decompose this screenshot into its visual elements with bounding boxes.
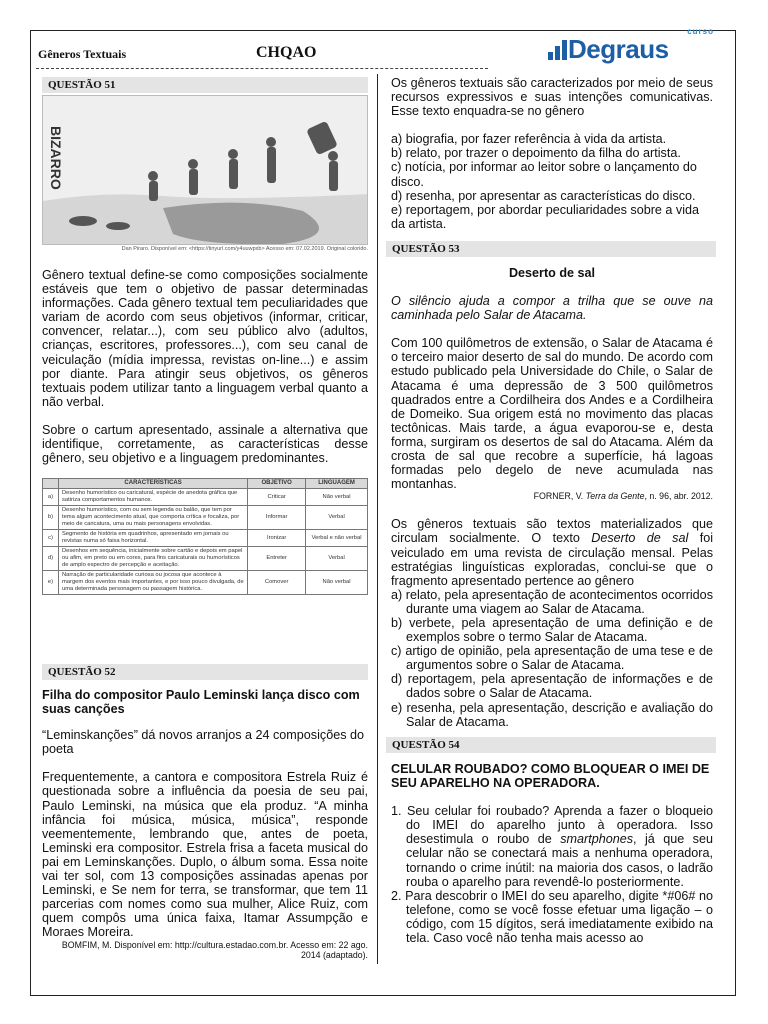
q52-option-d[interactable]: d) resenha, por apresentar as características do disco.	[391, 188, 696, 203]
table-cell: Segmento de história em quadrinhos, apresentado em jornais ou revistas numa só faixa horizontal.	[58, 530, 247, 547]
table-cell: d)	[43, 547, 59, 571]
q52-option-c[interactable]: c) notícia, por informar ao leitor sobre o lançamento do disco.	[391, 160, 697, 189]
q51-text	[42, 268, 368, 465]
q52-option-a[interactable]: a) biografia, por fazer referência à vida da artista.	[391, 132, 667, 147]
q52-stem: Os gêneros textuais são caracterizados por meio de seus recursos expressivos e suas intenções comunicativas. Esse texto enquadra-se no gênero	[391, 76, 713, 119]
q52-headline: Filha do compositor Paulo Leminski lança disco com suas canções	[42, 688, 360, 717]
q53-body: Com 100 quilômetros de extensão, o Salar de Atacama é o terceiro maior deserto de sal do mundo. De acordo com estudo publicado pela Universidade do Chile, o Salar de Atacama é uma depressão de 3 500 quilômetros quadrados entre a Cordilheira dos Andes e a Cordilheira de Domeiko. Sua origem está no movimento das placas tectônicas. Mais tarde, a água evaporou-se e, desta forma, surgiram os desertos de sal do Atacama. Além da crosta de sal que recobre a superfície, há lagoas formadas pelo degelo de neve acumulada nas montanhas.	[391, 336, 714, 492]
table-cell: Verbal	[306, 506, 368, 530]
q52-question	[391, 76, 713, 231]
q53-subtitle: O silêncio ajuda a compor a trilha que se ouve na caminhada pelo Salar de Atacama.	[391, 294, 713, 323]
evolution-cartoon	[43, 96, 368, 245]
q54-headline: CELULAR ROUBADO? COMO BLOQUEAR O IMEI DE SEU APARELHO NA OPERADORA.	[391, 762, 710, 791]
table-row	[43, 571, 368, 595]
table-cell: Não verbal	[306, 489, 368, 506]
table-row	[43, 506, 368, 530]
q52-lead: “Leminskanções” dá novos arranjos a 24 composições do poeta	[42, 728, 365, 757]
table-header: OBJETIVO	[248, 479, 306, 489]
q51-label: QUESTÃO 51	[42, 77, 368, 93]
q54-item-1: 1. Seu celular foi roubado? Aprenda a fazer o bloqueio do IMEI do aparelho junto à operadora. Isso desestimula o roubo de smartphones, já que seu celular não se conectará mais a nenhuma operadora, tornando o crime inútil: na maioria dos casos, o ladrão rouba o aparelho para revendê-lo posteriormente.	[391, 804, 713, 889]
table-header: LINGUAGEM	[306, 479, 368, 489]
table-cell: Narração de particularidade curiosa ou jocosa que acontece à margem dos eventos mais importantes, e por isso pouco divulgada, de uma determinada personagem ou passagem histórica.	[58, 571, 247, 595]
q53-option-d[interactable]: d) reportagem, pela apresentação de informações e de dados sobre o Salar de Atacama.	[391, 672, 713, 701]
brand-logo	[548, 28, 716, 68]
cartoon-image	[42, 95, 368, 245]
q51-para2: Sobre o cartum apresentado, assinale a alternativa que identifique, corretamente, as características desse gênero, seu objetivo e a linguagem predominantes.	[42, 422, 368, 466]
table-header: CARACTERÍSTICAS	[58, 479, 247, 489]
q53-option-b[interactable]: b) verbete, pela apresentação de uma definição e de exemplos sobre o termo Salar de Atacama.	[391, 615, 713, 645]
column-divider	[377, 74, 378, 964]
table-cell: Desenhos em sequência, inicialmente sobre cartão e depois em papel ou afim, em preto ou em cores, para fins caricaturais ou humorísticos de amplo espectro de percepção e aceitação.	[58, 547, 247, 571]
table-cell: c)	[43, 530, 59, 547]
table-cell: a)	[43, 489, 59, 506]
q53-stem: Os gêneros textuais são textos materializados que circulam socialmente. O texto Deserto de sal foi veiculado em uma revista de circulação mensal. Pelas estratégias linguísticas exploradas, conclui-se que o fragmento apresentado pertence ao gênero	[391, 517, 713, 588]
q53-source: FORNER, V. Terra da Gente, n. 96, abr. 2012.	[533, 491, 713, 502]
q53-label: QUESTÃO 53	[386, 241, 716, 257]
answer-table	[42, 478, 368, 595]
header-subject: Gêneros Textuais	[38, 47, 127, 61]
header-title: CHQAO	[256, 44, 317, 61]
table-cell: Criticar	[248, 489, 306, 506]
table-cell: b)	[43, 506, 59, 530]
q52-article	[42, 688, 368, 960]
table-row	[43, 547, 368, 571]
q54-item-2: 2. Para descobrir o IMEI do seu aparelho, digite *#06# no telefone, como se você fosse efetuar uma ligação – o código, com 15 dígitos, será imediatamente exibido na tela. Caso você não tenha mais acesso ao	[391, 888, 713, 946]
q54-article	[391, 762, 713, 945]
cartoon-credit: Dan Piraro. Disponível em: <https://tinyurl.com/y4uuwpxb> Acesso em: 07.02.2019. Original colorido.	[121, 246, 368, 252]
table-cell: Ironizar	[248, 530, 306, 547]
q53-article	[391, 266, 713, 729]
cartoon-title: BIZARRO	[48, 126, 64, 190]
table-cell: e)	[43, 571, 59, 595]
table-header	[43, 479, 59, 489]
table-cell: Verbal e não verbal	[306, 530, 368, 547]
table-cell: Comover	[248, 571, 306, 595]
q53-option-a[interactable]: a) relato, pela apresentação de acontecimentos ocorridos durante uma viagem ao Salar de Atacama.	[391, 587, 713, 616]
table-cell: Entreter	[248, 547, 306, 571]
header-rule	[36, 68, 488, 69]
logo-sub: curso	[687, 27, 714, 36]
table-cell: Verbal	[306, 547, 368, 571]
q53-option-c[interactable]: c) artigo de opinião, pela apresentação de uma tese e de argumentos sobre o Salar de Atacama.	[391, 644, 713, 673]
q52-body: Frequentemente, a cantora e compositora Estrela Ruiz é questionada sobre a influência da poesia de seu pai, Paulo Leminski, na música que ela produz. “A minha infância foi música, música, música”, responde veementemente, lembrando que, antes de poeta, Leminski era compositor. Estrela frisa a faceta musical do pai em Leminskanções. Duplo, o álbum soma. Essa noite vai ter sol, com 13 composições assinadas apenas por Leminski, e Se nem for terra, se transformar, que tem 11 parcerias com nomes como sua mulher, Alice Ruiz, com quem compôs uma única faixa, Itamar Assumpção e Moraes Moreira.	[42, 770, 368, 940]
q52-option-b[interactable]: b) relato, por trazer o depoimento da filha do artista.	[391, 146, 681, 161]
table-row	[43, 530, 368, 547]
q52-option-e[interactable]: e) reportagem, por abordar peculiaridades sobre a vida da artista.	[391, 202, 700, 231]
table-cell: Informar	[248, 506, 306, 530]
q52-label: QUESTÃO 52	[42, 664, 368, 680]
table-row	[43, 489, 368, 506]
table-cell: Desenho humorístico ou caricatural, espécie de anedota gráfica que satiriza comportamentos humanos.	[58, 489, 247, 506]
q51-para1: Gênero textual define-se como composições socialmente estáveis que tem o objetivo de passar determinadas informações. Cada gênero textual tem peculiaridades que variam de acordo com seus objetivos (informar, criticar, convencer, relatar...), com seu público alvo (adultos, crianças, escritores, professores...), com seu canal de veiculação (mídia impressa, revistas on-line...) e assim por diante. Para atingir seus objetivos, os gêneros textuais podem utilizar tanto a linguagem verbal quanto a não verbal.	[42, 268, 368, 409]
logo-word: Degraus	[568, 34, 669, 64]
table-cell: Não verbal	[306, 571, 368, 595]
table-cell: Desenho humorístico, com ou sem legenda ou balão, que tem por tema algum acontecimento atual, que comporta crítica e focaliza, por meio de caricatura, uma ou mais personagens envolvidas.	[58, 506, 247, 530]
q53-title: Deserto de sal	[508, 266, 596, 280]
q52-source: BOMFIM, M. Disponível em: http://cultura.estadao.com.br. Acesso em: 22 ago. 2014 (adaptado).	[61, 939, 368, 960]
q53-option-e[interactable]: e) resenha, pela apresentação, descrição e avaliação do Salar de Atacama.	[391, 700, 713, 729]
q54-label: QUESTÃO 54	[386, 737, 716, 753]
